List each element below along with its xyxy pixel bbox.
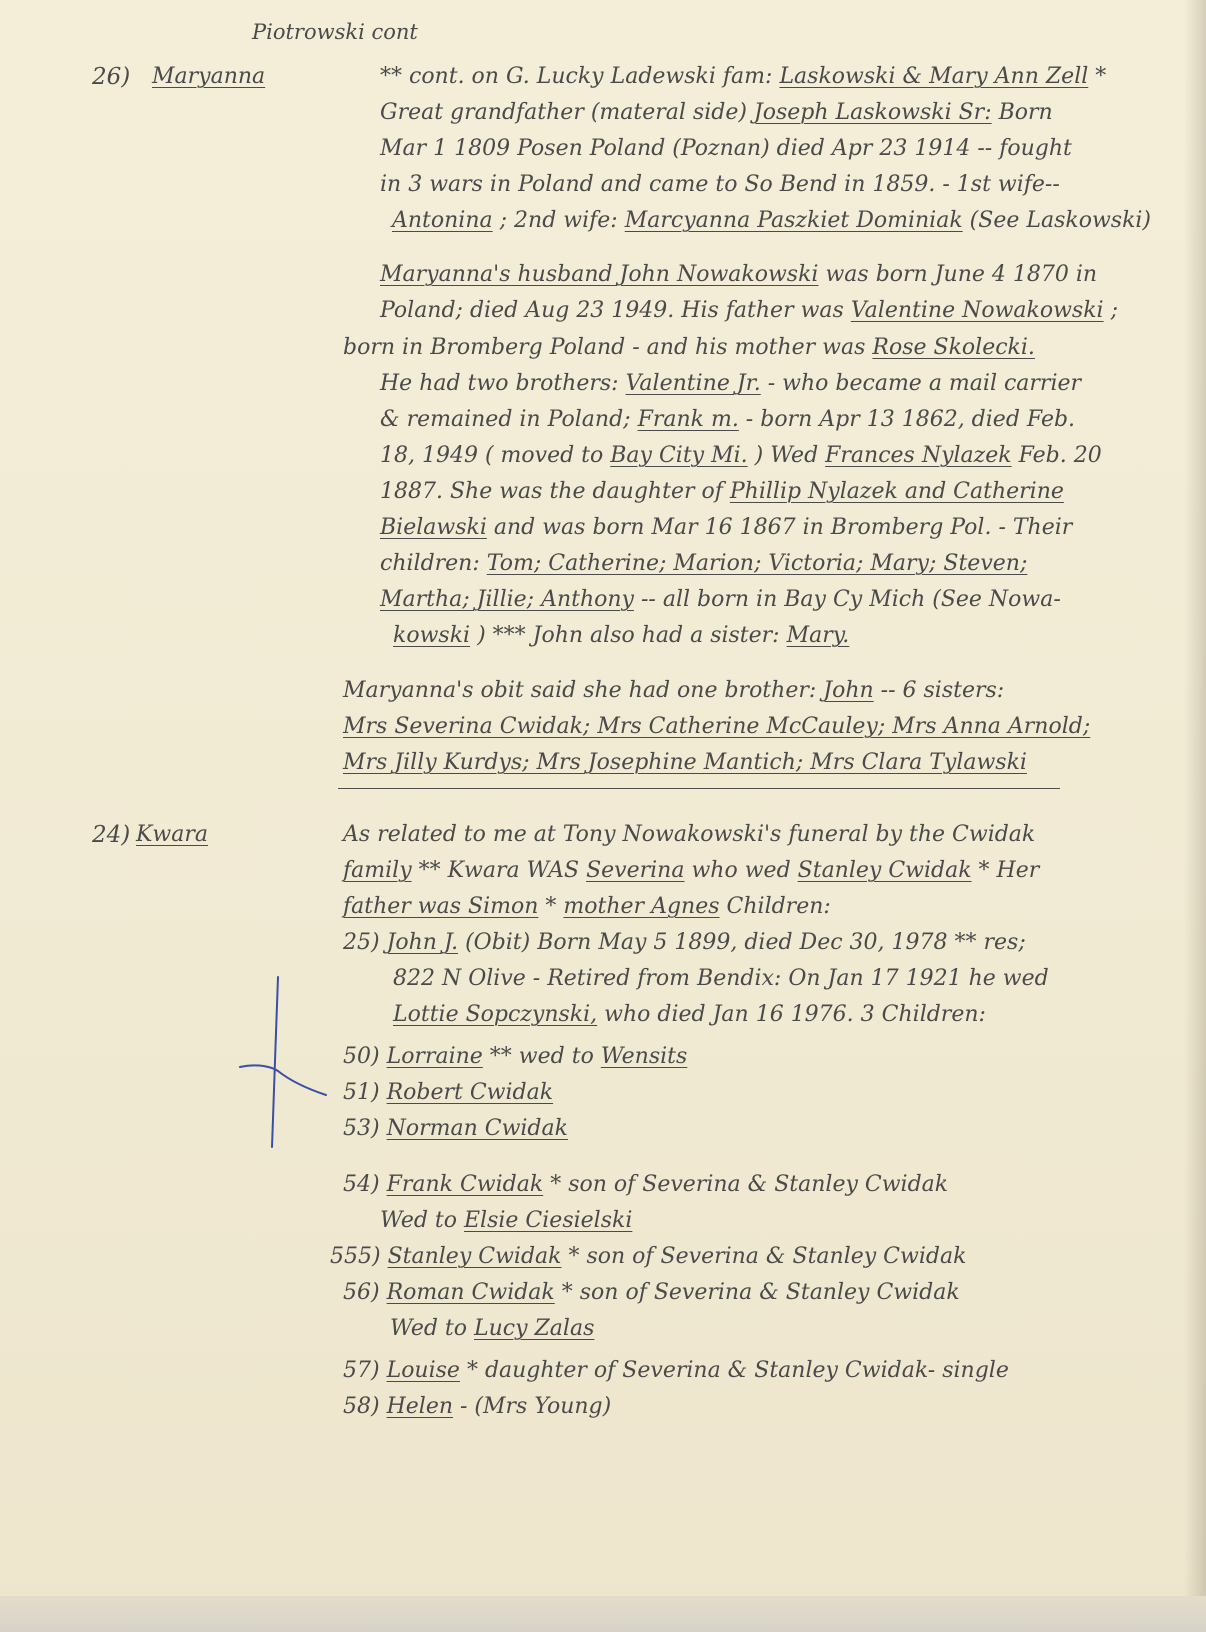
- underlined-name: Stanley Cwidak: [797, 858, 972, 883]
- line-text: - (Mrs Young): [453, 1394, 612, 1419]
- line-text: Maryanna's obit said she had one brother:: [343, 678, 824, 703]
- underlined-name: Joseph Laskowski Sr:: [753, 100, 992, 125]
- line-text: and was born Mar 16 1867 in Bromberg Pol. - Their: [486, 515, 1073, 540]
- underlined-name: Frank m.: [637, 407, 739, 432]
- line-text: 25): [343, 930, 387, 955]
- line-text: (See Laskowski): [962, 208, 1152, 233]
- entry26-line: [392, 210, 1151, 232]
- underlined-name: Valentine Jr.: [625, 371, 761, 396]
- entry26-line: [343, 716, 1090, 738]
- entry26-line: [343, 752, 1027, 774]
- line-text: Poland; died Aug 23 1949. His father was: [380, 298, 851, 323]
- underlined-name: Martha; Jillie; Anthony: [380, 587, 634, 612]
- entry26-line: [343, 680, 1004, 702]
- line-text: 50): [343, 1044, 387, 1069]
- line-text: 555): [330, 1244, 388, 1269]
- underlined-name: Stanley Cwidak: [387, 1244, 562, 1269]
- line-text: who died Jan 16 1976. 3 Children:: [597, 1002, 986, 1027]
- entry26-line: [380, 409, 1075, 431]
- entry26-line: [380, 589, 1061, 611]
- line-text: * son of Severina & Stanley Cwidak: [561, 1244, 967, 1269]
- entry24-line: [393, 1004, 986, 1026]
- page-edge-shadow: [1184, 0, 1206, 1632]
- underlined-name: Mrs Jilly Kurdys; Mrs Josephine Mantich; Mrs Clara Tylawski: [343, 750, 1027, 775]
- entry24-line: [343, 896, 831, 918]
- entry-26-number: 26): [92, 64, 131, 90]
- line-text: * son of Severina & Stanley Cwidak: [543, 1172, 949, 1197]
- line-text: was born June 4 1870 in: [818, 262, 1098, 287]
- entry26-line: [380, 264, 1097, 286]
- page-header: Piotrowski cont: [252, 20, 418, 44]
- line-text: * son of Severina & Stanley Cwidak: [554, 1280, 960, 1305]
- line-text: ** cont. on G. Lucky Ladewski fam:: [380, 64, 780, 89]
- entry24-line: [390, 1318, 594, 1340]
- line-text: Great grandfather (materal side): [380, 100, 754, 125]
- underlined-name: Roman Cwidak: [386, 1280, 555, 1305]
- line-text: 18, 1949 ( moved to: [380, 443, 611, 468]
- underlined-name: Tom; Catherine; Marion; Victoria; Mary; Steven;: [486, 551, 1028, 576]
- underlined-name: Phillip Nylazek and Catherine: [729, 479, 1064, 504]
- line-text: Mar 1 1809 Posen Poland (Poznan) died Apr 23 1914 -- fought: [380, 136, 1072, 161]
- underlined-name: father was Simon: [343, 894, 539, 919]
- underlined-name: Louise: [386, 1358, 460, 1383]
- entry24-line: [343, 824, 1035, 846]
- line-text: -- all born in Bay Cy Mich (See Nowa-: [634, 587, 1061, 612]
- line-text: 53): [343, 1116, 387, 1141]
- entry26-line: [343, 337, 1035, 359]
- entry24-line: [343, 1118, 568, 1140]
- line-text: Children:: [719, 894, 831, 919]
- line-text: -- 6 sisters:: [873, 678, 1005, 703]
- underlined-name: John J.: [386, 930, 459, 955]
- line-text: 57): [343, 1358, 387, 1383]
- scan-bottom-band: [0, 1596, 1206, 1632]
- line-text: 1887. She was the daughter of: [380, 479, 730, 504]
- entry26-line: [380, 102, 1053, 124]
- line-text: ) *** John also had a sister:: [470, 623, 787, 648]
- underlined-name: Bielawski: [380, 515, 487, 540]
- line-text: ; 2nd wife:: [492, 208, 625, 233]
- pen-bracket-mark: [238, 975, 328, 1155]
- underlined-name: Lorraine: [386, 1044, 483, 1069]
- line-text: ** wed to: [482, 1044, 601, 1069]
- entry26-line: [380, 373, 1081, 395]
- underlined-name: Helen: [386, 1394, 454, 1419]
- underlined-name: Antonina: [392, 208, 493, 233]
- line-text: Feb. 20: [1011, 443, 1102, 468]
- entry24-line: [343, 1282, 960, 1304]
- line-text: As related to me at Tony Nowakowski's funeral by the Cwidak: [343, 822, 1036, 847]
- underlined-name: Wensits: [600, 1044, 688, 1069]
- entry24-line: [343, 1046, 687, 1068]
- line-text: *: [1088, 64, 1107, 89]
- entry26-line: [380, 517, 1072, 539]
- entry24-line: [393, 968, 1049, 990]
- underlined-name: Rose Skolecki.: [872, 335, 1035, 360]
- underlined-name: Marcyanna Paszkiet Dominiak: [624, 208, 963, 233]
- entry-24-name: Kwara: [136, 822, 209, 847]
- underlined-name: John: [823, 678, 874, 703]
- entry24-line: [380, 1210, 632, 1232]
- line-text: - who became a mail carrier: [760, 371, 1082, 396]
- entry24-line: [343, 1082, 553, 1104]
- entry26-line: [380, 300, 1118, 322]
- underlined-name: Lucy Zalas: [474, 1316, 595, 1341]
- line-text: born in Bromberg Poland - and his mother was: [343, 335, 873, 360]
- line-text: in 3 wars in Poland and came to So Bend in 1859. - 1st wife--: [380, 172, 1060, 197]
- underlined-name: Maryanna's husband John Nowakowski: [380, 262, 819, 287]
- underlined-name: Lottie Sopczynski,: [393, 1002, 598, 1027]
- line-text: Wed to: [390, 1316, 474, 1341]
- line-text: Wed to: [380, 1208, 464, 1233]
- underlined-name: Mary.: [786, 623, 850, 648]
- line-text: 54): [343, 1172, 387, 1197]
- underlined-name: Valentine Nowakowski: [850, 298, 1104, 323]
- underlined-name: Severina: [586, 858, 685, 883]
- line-text: ;: [1103, 298, 1118, 323]
- entry24-line: [343, 1396, 611, 1418]
- entry24-line: [343, 932, 1026, 954]
- entry-26-name: Maryanna: [152, 64, 266, 89]
- entry-24-number: 24): [92, 822, 131, 848]
- line-text: - born Apr 13 1862, died Feb.: [738, 407, 1076, 432]
- entry26-line: [380, 66, 1106, 88]
- line-text: ** Kwara WAS: [411, 858, 587, 883]
- line-text: 56): [343, 1280, 387, 1305]
- line-text: ) Wed: [747, 443, 826, 468]
- line-text: 822 N Olive - Retired from Bendix: On Jan 17 1921 he wed: [393, 966, 1049, 991]
- line-text: Born: [991, 100, 1053, 125]
- line-text: * daughter of Severina & Stanley Cwidak- single: [459, 1358, 1009, 1383]
- underlined-name: Laskowski & Mary Ann Zell: [779, 64, 1089, 89]
- entry26-line: [380, 553, 1027, 575]
- line-text: (Obit) Born May 5 1899, died Dec 30, 1978 ** res;: [458, 930, 1026, 955]
- line-text: *: [538, 894, 564, 919]
- underlined-name: Elsie Ciesielski: [464, 1208, 633, 1233]
- underlined-name: Mrs Severina Cwidak; Mrs Catherine McCauley; Mrs Anna Arnold;: [343, 714, 1091, 739]
- line-text: children:: [380, 551, 487, 576]
- line-text: 58): [343, 1394, 387, 1419]
- entry24-line: [330, 1246, 966, 1268]
- underlined-name: Robert Cwidak: [386, 1080, 554, 1105]
- entry26-line: [380, 174, 1060, 196]
- underlined-name: Norman Cwidak: [386, 1116, 568, 1141]
- underlined-name: kowski: [393, 623, 471, 648]
- underlined-name: mother Agnes: [563, 894, 720, 919]
- entry24-line: [343, 1174, 948, 1196]
- line-text: & remained in Poland;: [380, 407, 638, 432]
- line-text: who wed: [684, 858, 798, 883]
- underlined-name: Frank Cwidak: [386, 1172, 544, 1197]
- underlined-name: family: [343, 858, 412, 883]
- entry26-line: [380, 481, 1064, 503]
- line-text: * Her: [971, 858, 1040, 883]
- underlined-name: Bay City Mi.: [610, 443, 748, 468]
- entry26-line: [380, 445, 1102, 467]
- entry24-line: [343, 1360, 1009, 1382]
- entry26-line: [393, 625, 849, 647]
- underlined-name: Frances Nylazek: [825, 443, 1012, 468]
- underline-rule: [338, 788, 1060, 789]
- entry24-line: [343, 860, 1039, 882]
- entry26-line: [380, 138, 1072, 160]
- line-text: 51): [343, 1080, 387, 1105]
- line-text: He had two brothers:: [380, 371, 626, 396]
